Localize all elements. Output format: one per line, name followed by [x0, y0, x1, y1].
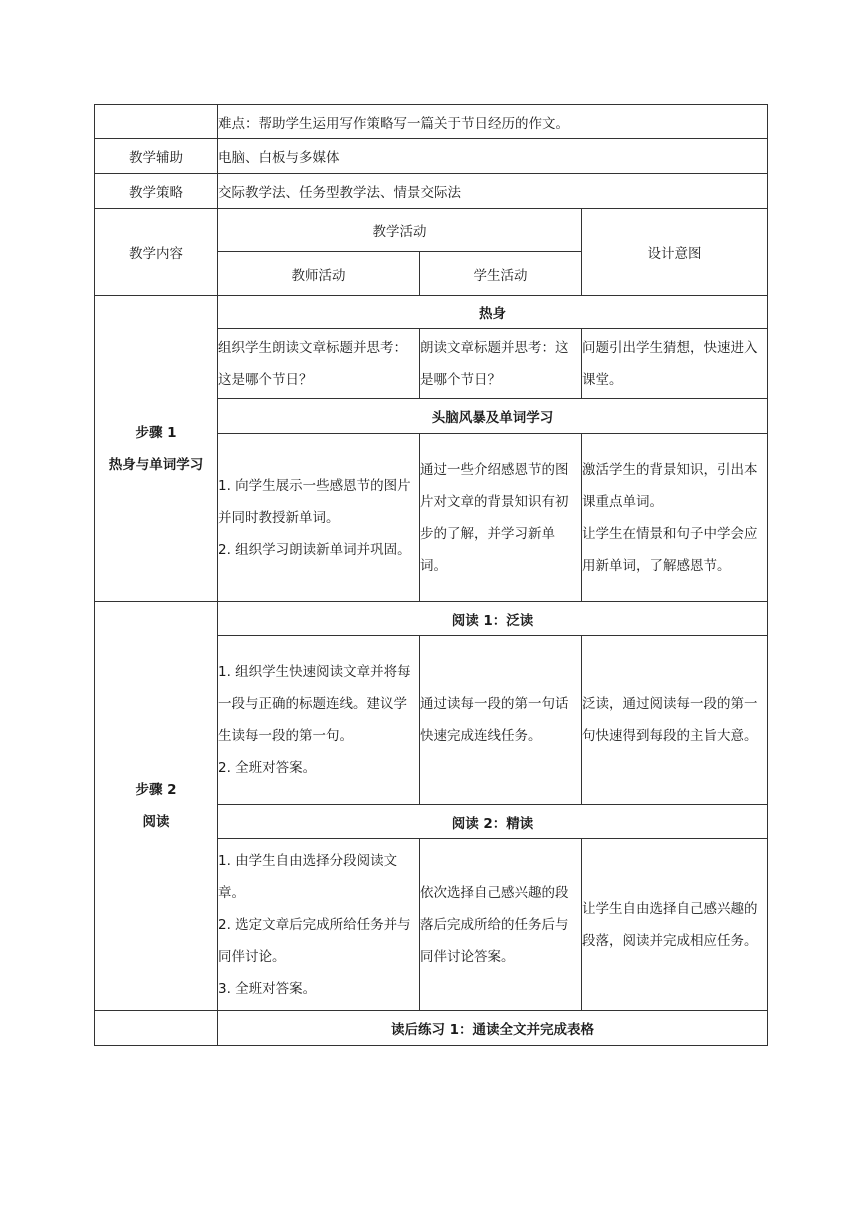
aids-label: 教学辅助 [95, 139, 218, 174]
post-reading-row [95, 1011, 768, 1046]
strategy-value: 交际教学法、任务型教学法、情景交际法 [218, 174, 768, 209]
lesson-plan-table [94, 104, 768, 1046]
student-header: 学生活动 [420, 252, 582, 296]
intensive-title: 阅读 2：精读 [218, 805, 768, 839]
brainstorm-student: 通过一些介绍感恩节的图片对文章的背景知识有初步的了解，并学习新单词。 [420, 434, 582, 602]
brainstorm-teacher-item: 2. 组织学习朗读新单词并巩固。 [218, 541, 411, 558]
warmup-intent: 问题引出学生猜想，快速进入课堂。 [582, 329, 768, 399]
intensive-intent: 让学生自由选择自己感兴趣的段落，阅读并完成相应任务。 [582, 839, 768, 1011]
skim-teacher [218, 636, 420, 805]
strategy-row [95, 174, 768, 209]
step2-label [95, 602, 218, 1011]
warmup-title-row [95, 296, 768, 329]
step1-number: 步骤 1 [135, 424, 177, 441]
header-row-1 [95, 209, 768, 252]
activities-header: 教学活动 [218, 209, 582, 252]
skim-title: 阅读 1：泛读 [218, 602, 768, 636]
brainstorm-intent [582, 434, 768, 602]
intent-header: 设计意图 [582, 209, 768, 296]
intensive-teacher-item: 3. 全班对答案。 [218, 980, 317, 997]
brainstorm-teacher-item: 1. 向学生展示一些感恩节的图片并同时教授新单词。 [218, 477, 411, 526]
aids-row [95, 139, 768, 174]
step1-label [95, 296, 218, 602]
skim-teacher-item: 1. 组织学生快速阅读文章并将每一段与正确的标题连线。建议学生读每一段的第一句。 [218, 664, 411, 744]
intensive-student: 依次选择自己感兴趣的段落后完成所给的任务后与同伴讨论答案。 [420, 839, 582, 1011]
difficulty-row [95, 105, 768, 139]
brainstorm-teacher [218, 434, 420, 602]
warmup-student: 朗读文章标题并思考：这是哪个节日？ [420, 329, 582, 399]
empty-label-cell [95, 1011, 218, 1046]
aids-value: 电脑、白板与多媒体 [218, 139, 768, 174]
brainstorm-title: 头脑风暴及单词学习 [218, 399, 768, 434]
step2-number: 步骤 2 [135, 782, 177, 798]
warmup-title: 热身 [218, 296, 768, 329]
skim-teacher-item: 2. 全班对答案。 [218, 760, 317, 776]
intensive-teacher-item: 1. 由学生自由选择分段阅读文章。 [218, 852, 398, 901]
teacher-header: 教师活动 [218, 252, 420, 296]
intensive-teacher [218, 839, 420, 1011]
empty-label-cell [95, 105, 218, 139]
brainstorm-intent-item: 让学生在情景和句子中学会应用新单词，了解感恩节。 [582, 525, 758, 574]
difficulty-text: 难点：帮助学生运用写作策略写一篇关于节日经历的作文。 [218, 105, 768, 139]
content-header: 教学内容 [95, 209, 218, 296]
step1-name: 热身与单词学习 [108, 456, 204, 473]
skim-title-row [95, 602, 768, 636]
skim-student: 通过读每一段的第一句话快速完成连线任务。 [420, 636, 582, 805]
skim-intent: 泛读，通过阅读每一段的第一句快速得到每段的主旨大意。 [582, 636, 768, 805]
brainstorm-intent-item: 激活学生的背景知识，引出本课重点单词。 [582, 461, 758, 510]
intensive-teacher-item: 2. 选定文章后完成所给任务并与同伴讨论。 [218, 916, 411, 965]
post-reading-title: 读后练习 1：通读全文并完成表格 [218, 1011, 768, 1046]
warmup-teacher: 组织学生朗读文章标题并思考：这是哪个节日？ [218, 329, 420, 399]
strategy-label: 教学策略 [95, 174, 218, 209]
step2-name: 阅读 [142, 814, 170, 830]
